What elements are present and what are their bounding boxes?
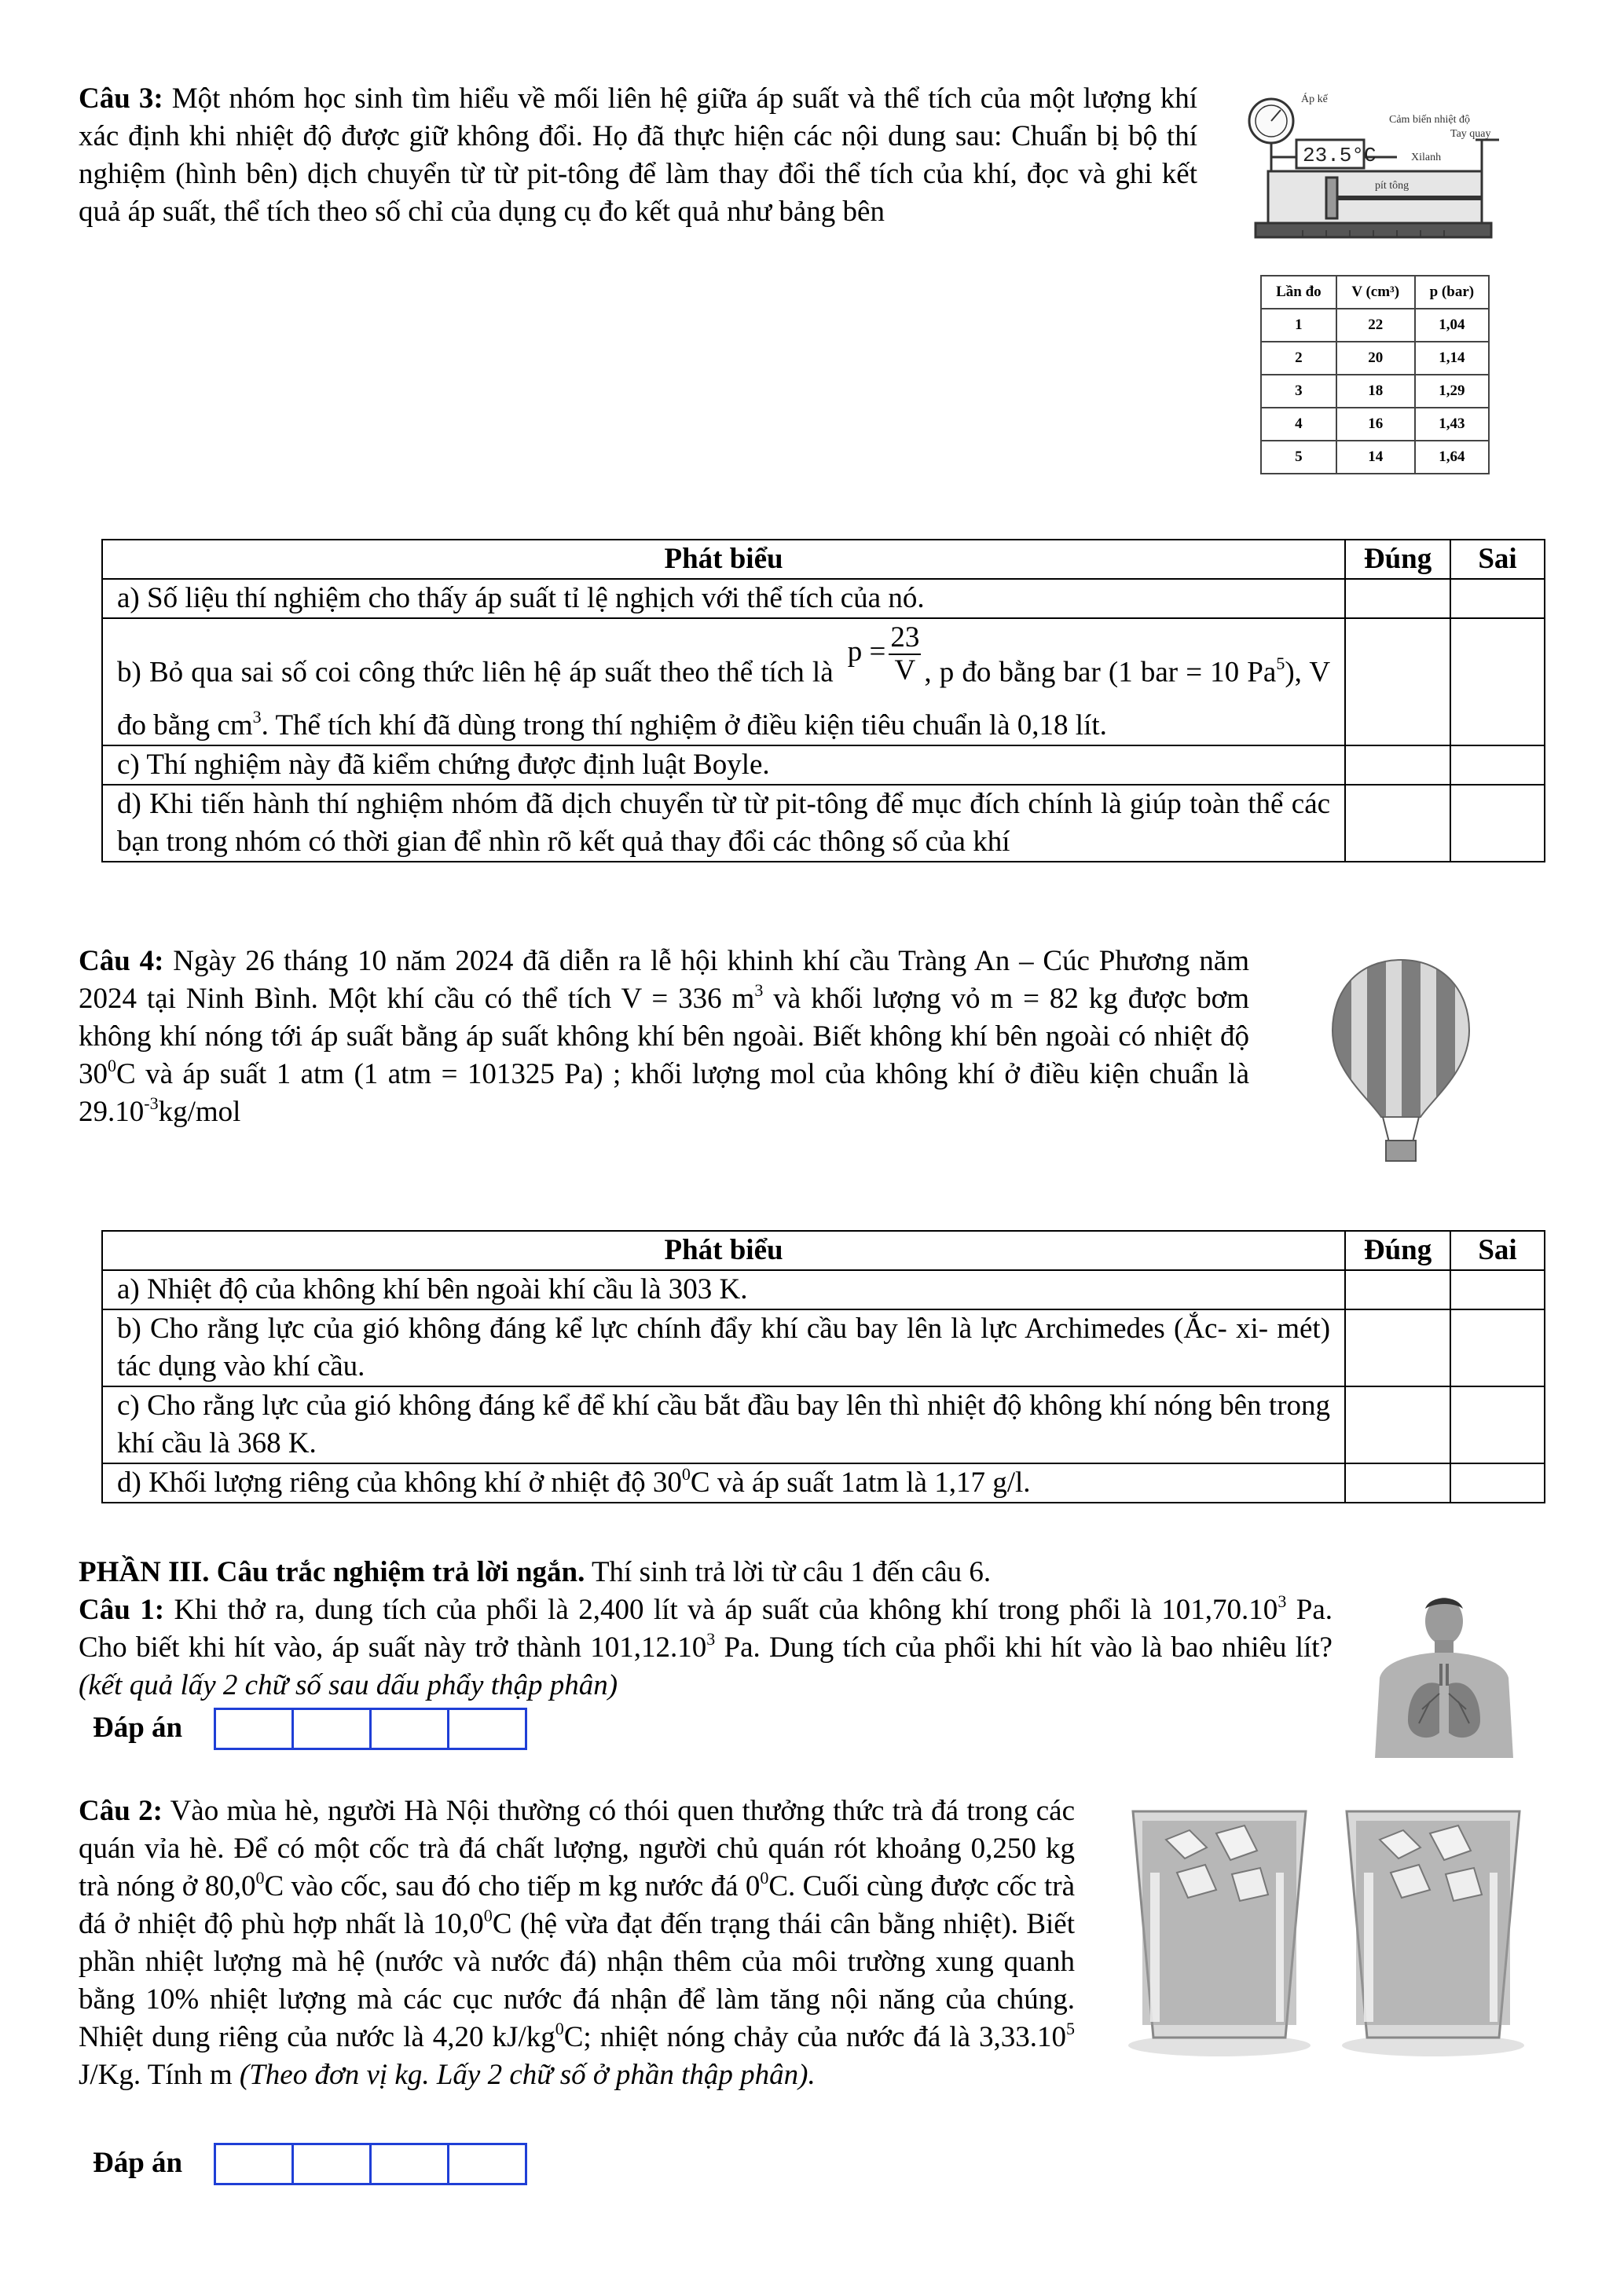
- label-sensor: Cảm biến nhiệt độ: [1389, 114, 1471, 126]
- answer-digit-box[interactable]: [372, 2145, 449, 2183]
- answer-digit-box[interactable]: [294, 2145, 372, 2183]
- q4-statement-b: b) Cho rằng lực của gió không đáng kể lực chính đẩy khí cầu bay lên là lực Archimedes (Ắc- xi- mét) tác dụng vào khí cầu.: [102, 1309, 1545, 1386]
- p3q1-label: Câu 1:: [79, 1594, 165, 1626]
- q3-label: Câu 3:: [79, 82, 163, 115]
- q3-a-true-cell[interactable]: [1345, 579, 1450, 618]
- iced-tea-glasses-illustration: [1122, 1802, 1531, 2061]
- q4-a-false-cell[interactable]: [1450, 1270, 1545, 1309]
- q4-a-true-cell[interactable]: [1345, 1270, 1450, 1309]
- q4-statements-table: [101, 1230, 1545, 1503]
- measurement-row: 4 16 1,43: [1261, 408, 1489, 441]
- q3-c-true-cell[interactable]: [1345, 745, 1450, 785]
- q4-b-true-cell[interactable]: [1345, 1309, 1450, 1386]
- p3q2-text: Câu 2: Vào mùa hè, người Hà Nội thường có thói quen thưởng thức trà đá trong các quán vỉa hè. Để có một cốc trà đá chất lượng, người chủ quán rót khoảng 0,250 kg trà nóng ở 80,0$^0$C vào cốc, sau đó cho tiếp m kg nước đá $0^0C$. Cuối cùng được cốc trà đá ở nhiệt độ phù hợp nhất là 10,0$^0$C (hệ vừa đạt đến trạng thái cân bằng nhiệt). Biết phần nhiệt lượng mà hệ (nước và nước đá) nhận thêm của môi trường xung quanh bằng 10% nhiệt lượng mà các cục nước đá nhận để làm tăng nội năng của chúng. Nhiệt dung riêng của nước là 4,20 $kJ/kg^0C$; nhiệt nóng chảy của nước đá là 3,33.10$^5$ J/Kg. Tính m (Theo đơn vị kg. Lấy 2 chữ số ở phần thập phân).: [79, 1795, 1076, 2091]
- measurement-row: 3 18 1,29: [1261, 375, 1489, 408]
- q3-table-header: Phát biểu Đúng Sai: [102, 540, 1545, 579]
- q4-d-true-cell[interactable]: [1345, 1463, 1450, 1503]
- label-piston: pít tông: [1375, 180, 1410, 192]
- p3q2-answer-label: Đáp án: [93, 2147, 183, 2179]
- answer-digit-box[interactable]: [294, 1710, 372, 1748]
- answer-digit-box[interactable]: [216, 2145, 294, 2183]
- p3q1-text: Câu 1: Khi thở ra, dung tích của phổi là 2,400 lít và áp suất của không khí trong phổi là 101,70.10$^3$ Pa. Cho biết khi hít vào, áp suất này trở thành 101,12.10$^3$ Pa. Dung tích của phổi khi hít vào là bao nhiêu lít? (kết quả lấy 2 chữ số sau dấu phẩy thập phân): [79, 1591, 1333, 1701]
- q4-c-true-cell[interactable]: [1345, 1386, 1450, 1463]
- q3-text: Câu 3: Một nhóm học sinh tìm hiểu về mối liên hệ giữa áp suất và thể tích của một lượng khí xác định khi nhiệt độ được giữ không đổi. Họ đã thực hiện các nội dung sau: Chuẩn bị bộ thí nghiệm (hình bên) dịch chuyển từ từ pit-tông để làm thay đổi thể tích của khí, đọc và ghi kết quả áp suất, thể tích theo số chỉ của dụng cụ đo kết quả như bảng bên: [79, 82, 1197, 228]
- q3-statement-a: a) Số liệu thí nghiệm cho thấy áp suất tỉ lệ nghịch với thể tích của nó.: [102, 579, 1545, 618]
- q3-statement-c: c) Thí nghiệm này đã kiểm chứng được định luật Boyle.: [102, 745, 1545, 785]
- p3q1-answer-label: Đáp án: [93, 1712, 183, 1744]
- q4-statement-c: c) Cho rằng lực của gió không đáng kể để khí cầu bắt đầu bay lên thì nhiệt độ không khí nóng bên trong khí cầu là 368 K.: [102, 1386, 1545, 1463]
- answer-digit-box[interactable]: [449, 2145, 525, 2183]
- answer-digit-box[interactable]: [216, 1710, 294, 1748]
- q4-d-false-cell[interactable]: [1450, 1463, 1545, 1503]
- q4-b-false-cell[interactable]: [1450, 1309, 1545, 1386]
- q3-d-true-cell[interactable]: [1345, 785, 1450, 862]
- measurement-table: [1260, 275, 1490, 474]
- label-cylinder: Xilanh: [1411, 152, 1442, 163]
- q3-statement-b: b) Bỏ qua sai số coi công thức liên hệ áp suất theo thể tích là p = $\frac{23}{V}$ , p đo bằng bar (1 bar = 10 Pa$^5$), V đo bằng $cm^3$. Thể tích khí đã dùng trong thí nghiệm ở điều kiện tiêu chuẩn là 0,18 lít.: [102, 618, 1545, 745]
- q3-statement-d: d) Khi tiến hành thí nghiệm nhóm đã dịch chuyển từ từ pit-tông để mục đích chính là giúp toàn thể các bạn trong nhóm có thời gian để nhìn rõ kết quả thay đổi các thông số của khí: [102, 785, 1545, 862]
- measurement-header-row: Lần đo V (cm³) p (bar): [1261, 276, 1489, 309]
- lungs-illustration: [1367, 1591, 1521, 1758]
- q4-text: Câu 4: Ngày 26 tháng 10 năm 2024 đã diễn ra lễ hội khinh khí cầu Tràng An – Cúc Phương năm 2024 tại Ninh Bình. Một khí cầu có thể tích V = 336 $m^3$ và khối lượng vỏ m = 82 kg được bơm không khí nóng tới áp suất bằng áp suất không khí bên ngoài. Biết không khí bên ngoài có nhiệt độ $30^0C$ và áp suất 1 atm (1 atm = 101325 Pa) ; khối lượng mol của không khí ở điều kiện chuẩn là $29.10^{-3}kg$/mol: [79, 945, 1249, 1128]
- display-reading: 23.5°C: [1303, 144, 1377, 167]
- q3-c-false-cell[interactable]: [1450, 745, 1545, 785]
- p3q2-label: Câu 2:: [79, 1795, 163, 1827]
- q3-b-true-cell[interactable]: [1345, 618, 1450, 745]
- label-gauge: Áp kế: [1301, 93, 1328, 105]
- q4-table-header: Phát biểu Đúng Sai: [102, 1231, 1545, 1270]
- part3-heading: PHẦN III. Câu trắc nghiệm trả lời ngắn. Thí sinh trả lời từ câu 1 đến câu 6.: [79, 1556, 992, 1588]
- q3-d-false-cell[interactable]: [1450, 785, 1545, 862]
- q3-statements-table: [101, 539, 1545, 862]
- label-handle: Tay quay: [1450, 128, 1491, 140]
- p3q2-answer-boxes: [214, 2143, 527, 2185]
- answer-digit-box[interactable]: [372, 1710, 449, 1748]
- q4-c-false-cell[interactable]: [1450, 1386, 1545, 1463]
- q3-a-false-cell[interactable]: [1450, 579, 1545, 618]
- q3-b-false-cell[interactable]: [1450, 618, 1545, 745]
- hot-air-balloon-illustration: [1326, 955, 1476, 1167]
- measurement-row: 2 20 1,14: [1261, 342, 1489, 375]
- answer-digit-box[interactable]: [449, 1710, 525, 1748]
- p3q1-answer-boxes: [214, 1708, 527, 1750]
- q4-statement-a: a) Nhiệt độ của không khí bên ngoài khí cầu là 303 K.: [102, 1270, 1545, 1309]
- apparatus-figure: [1240, 85, 1507, 265]
- measurement-row: 5 14 1,64: [1261, 441, 1489, 474]
- q4-statement-d: d) Khối lượng riêng của không khí ở nhiệt độ $30^0C$ và áp suất 1atm là 1,17 g/l.: [102, 1463, 1545, 1503]
- measurement-row: 1 22 1,04: [1261, 309, 1489, 342]
- pressure-formula: p = $\frac{23}{V}$: [847, 621, 920, 687]
- q4-label: Câu 4:: [79, 945, 164, 977]
